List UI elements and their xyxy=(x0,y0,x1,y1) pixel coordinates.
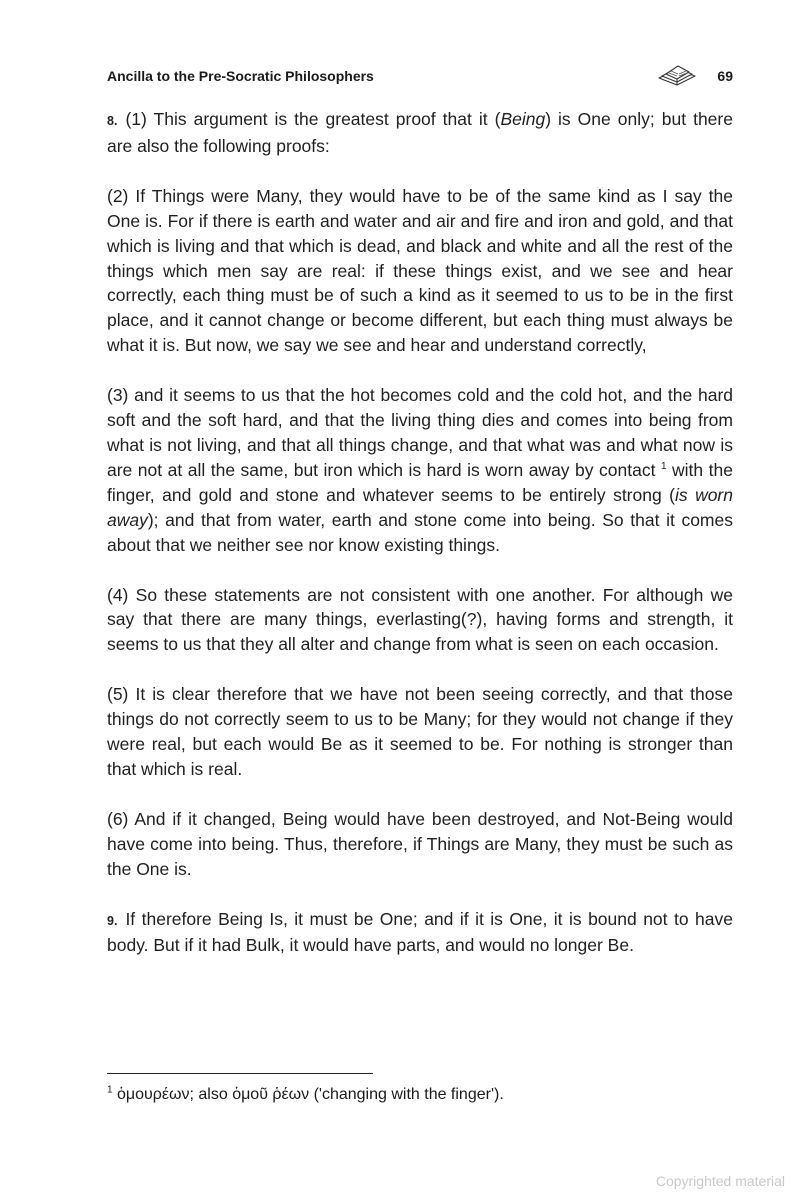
paragraph-8-3 xyxy=(107,383,733,557)
footnote-text: ὁμουρέων; also ὁμοῦ ῥέων ('changing with the finger'). xyxy=(112,1086,504,1103)
paragraph-8-4: (4) So these statements are not consistent with one another. For although we say that there are many things, everlasting(?), having forms and strength, it seems to us that they all alter and change from what is seen on each occasion. xyxy=(107,584,733,655)
footnote-reference: 1 xyxy=(660,461,667,473)
paragraph-text: ); and that from water, earth and stone come into being. So that it comes about that we neither see nor know existing things. xyxy=(107,509,733,555)
running-head-title: Ancilla to the Pre-Socratic Philosophers xyxy=(107,68,374,84)
paragraph-8-5: (5) It is clear therefore that we have not been seeing correctly, and that those things do not correctly seem to us to be Many; for they would not change if they were real, but each would Be as it seemed to be. For nothing is stronger than that which is real. xyxy=(107,684,733,779)
emphasis-is-worn-away: is worn away xyxy=(107,484,733,530)
paragraph-8-2: (2) If Things were Many, they would have to be of the same kind as I say the One is. For if there is earth and water and air and fire and iron and gold, and that which is living and that which is dead, and black and white and all the rest of the things which men say are real: if these things exist, and we see and hear correctly, each thing must be of such a kind as it seemed to us to be in the first place, and it cannot change or become different, but each thing must always be what it is. But now, we say we see and hear and understand correctly, xyxy=(107,185,733,356)
section-number-9: 9. xyxy=(107,913,118,928)
page-number: 69 xyxy=(717,68,733,84)
copyright-watermark: Copyrighted material xyxy=(655,1173,785,1189)
page-body xyxy=(107,107,733,983)
paragraph-8-1 xyxy=(107,107,733,159)
paragraph-8-6: (6) And if it changed, Being would have been destroyed, and Not-Being would have come into being. Thus, therefore, if Things are Many, they must be such as the One is. xyxy=(107,808,733,879)
footnote-divider xyxy=(107,1073,373,1074)
paragraph-text: (1) This argument is the greatest proof that it ( xyxy=(125,109,501,129)
paragraph-text: (3) and it seems to us that the hot becomes cold and the cold hot, and the hard soft and the soft hard, and that the living thing dies and comes into being from what is not living, and that all things change, and that what was and what now is are not at all the same, but iron which is hard is worn away by contact xyxy=(107,385,733,480)
footnote-marker: 1 xyxy=(107,1084,113,1096)
section-number-8: 8. xyxy=(107,114,118,128)
paragraph-9 xyxy=(107,907,733,959)
paragraph-text: If therefore Being Is, it must be One; and if it is One, it is bound not to have body. But if it had Bulk, it would have parts, and would no longer Be. xyxy=(107,908,733,956)
book-icon xyxy=(657,63,697,89)
paragraph-text: with the finger, and gold and stone and whatever seems to be entirely strong ( xyxy=(107,459,733,505)
paragraph-text: ) is One only; but there are also the following proofs: xyxy=(107,109,733,156)
running-header xyxy=(107,66,733,90)
footnote xyxy=(107,1084,733,1106)
emphasis-being: Being xyxy=(500,109,546,129)
